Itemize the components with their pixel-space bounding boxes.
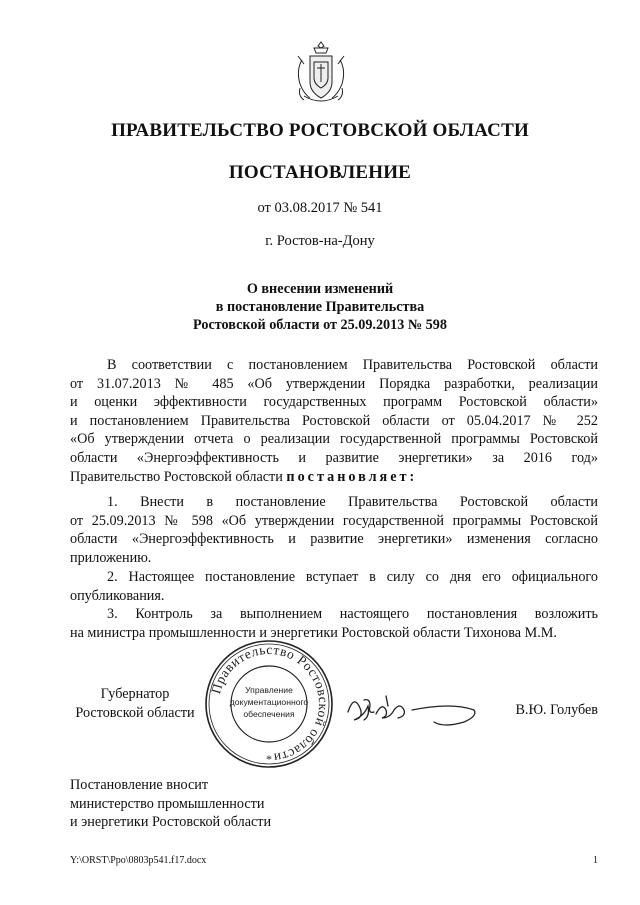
- government-title: ПРАВИТЕЛЬСТВО РОСТОВСКОЙ ОБЛАСТИ: [111, 120, 529, 141]
- text-line: приложению.: [70, 549, 152, 566]
- text-line: и оценки эффективности государственных программ Ростовской области»: [70, 394, 598, 411]
- handwritten-signature: [342, 690, 482, 730]
- signatory-name: В.Ю. Голубев: [515, 702, 598, 718]
- item-2-paragraph: [70, 568, 598, 605]
- stamp-ring-text: Правительство Ростовской области: [208, 641, 332, 766]
- subject-line: Ростовской области от 25.09.2013 № 598: [193, 317, 447, 333]
- stamp-center-line: Управление: [245, 685, 293, 695]
- item-3-paragraph: [70, 605, 598, 642]
- item-1-paragraph: [70, 493, 598, 567]
- position-line: Ростовской области: [75, 704, 195, 721]
- city: г. Ростов-на-Дону: [265, 233, 375, 249]
- stamp-center-line: документационного: [229, 697, 309, 707]
- text-line: опубликования.: [70, 587, 165, 604]
- text-line: области «Энергоэффективность и развитие энергетики» изменения согласно: [70, 531, 598, 548]
- introduced-line: министерство промышленности: [70, 795, 265, 812]
- preamble-paragraph: [70, 356, 598, 486]
- government-text: Правительство Ростовской области: [70, 468, 287, 485]
- subject-line: в постановление Правительства: [215, 299, 425, 315]
- text-line: от 31.07.2013 № 485 «Об утверждении Порядка разработки, реализации: [70, 375, 598, 392]
- introduced-by: [70, 776, 370, 832]
- text-line: 2. Настоящее постановление вступает в силу со дня его официального: [107, 569, 598, 585]
- date-number: от 03.08.2017 № 541: [257, 200, 383, 216]
- document-type: ПОСТАНОВЛЕНИЕ: [228, 162, 412, 183]
- text-line: [70, 468, 598, 487]
- text-line: области «Энергоэффективность и развитие энергетики» за 2016 год»: [70, 449, 598, 466]
- signatory-position: [70, 685, 200, 722]
- text-line: «Об утверждении отчета о реализации государственной программы Ростовской: [70, 431, 598, 448]
- text-line: на министра промышленности и энергетики Ростовской области Тихонова М.М.: [70, 624, 557, 641]
- coat-of-arms-emblem: [290, 38, 352, 108]
- decree-word: постановляет:: [286, 468, 418, 485]
- introduced-line: и энергетики Ростовской области: [70, 814, 272, 831]
- stamp-center-line: обеспечения: [243, 709, 295, 719]
- position-line: Губернатор: [100, 686, 170, 702]
- text-line: 1. Внести в постановление Правительства Ростовской области: [107, 494, 598, 510]
- subject-line: О внесении изменений: [246, 281, 394, 297]
- text-line: и постановлением Правительства Ростовской области от 05.04.2017 № 252: [70, 412, 598, 429]
- text-line: от 25.09.2013 № 598 «Об утверждении государственной программы Ростовской: [70, 512, 598, 529]
- introduced-line: Постановление вносит: [70, 777, 209, 793]
- stamp-star: *: [266, 752, 272, 766]
- page-number: 1: [593, 855, 598, 866]
- file-path: Y:\ORST\Ppo\0803p541.f17.docx: [70, 855, 207, 866]
- document-subject: [0, 280, 640, 334]
- text-line: В соответствии с постановлением Правительства Ростовской области: [107, 357, 598, 373]
- text-line: 3. Контроль за выполнением настоящего постановления возложить: [107, 606, 598, 622]
- official-stamp: [203, 638, 335, 770]
